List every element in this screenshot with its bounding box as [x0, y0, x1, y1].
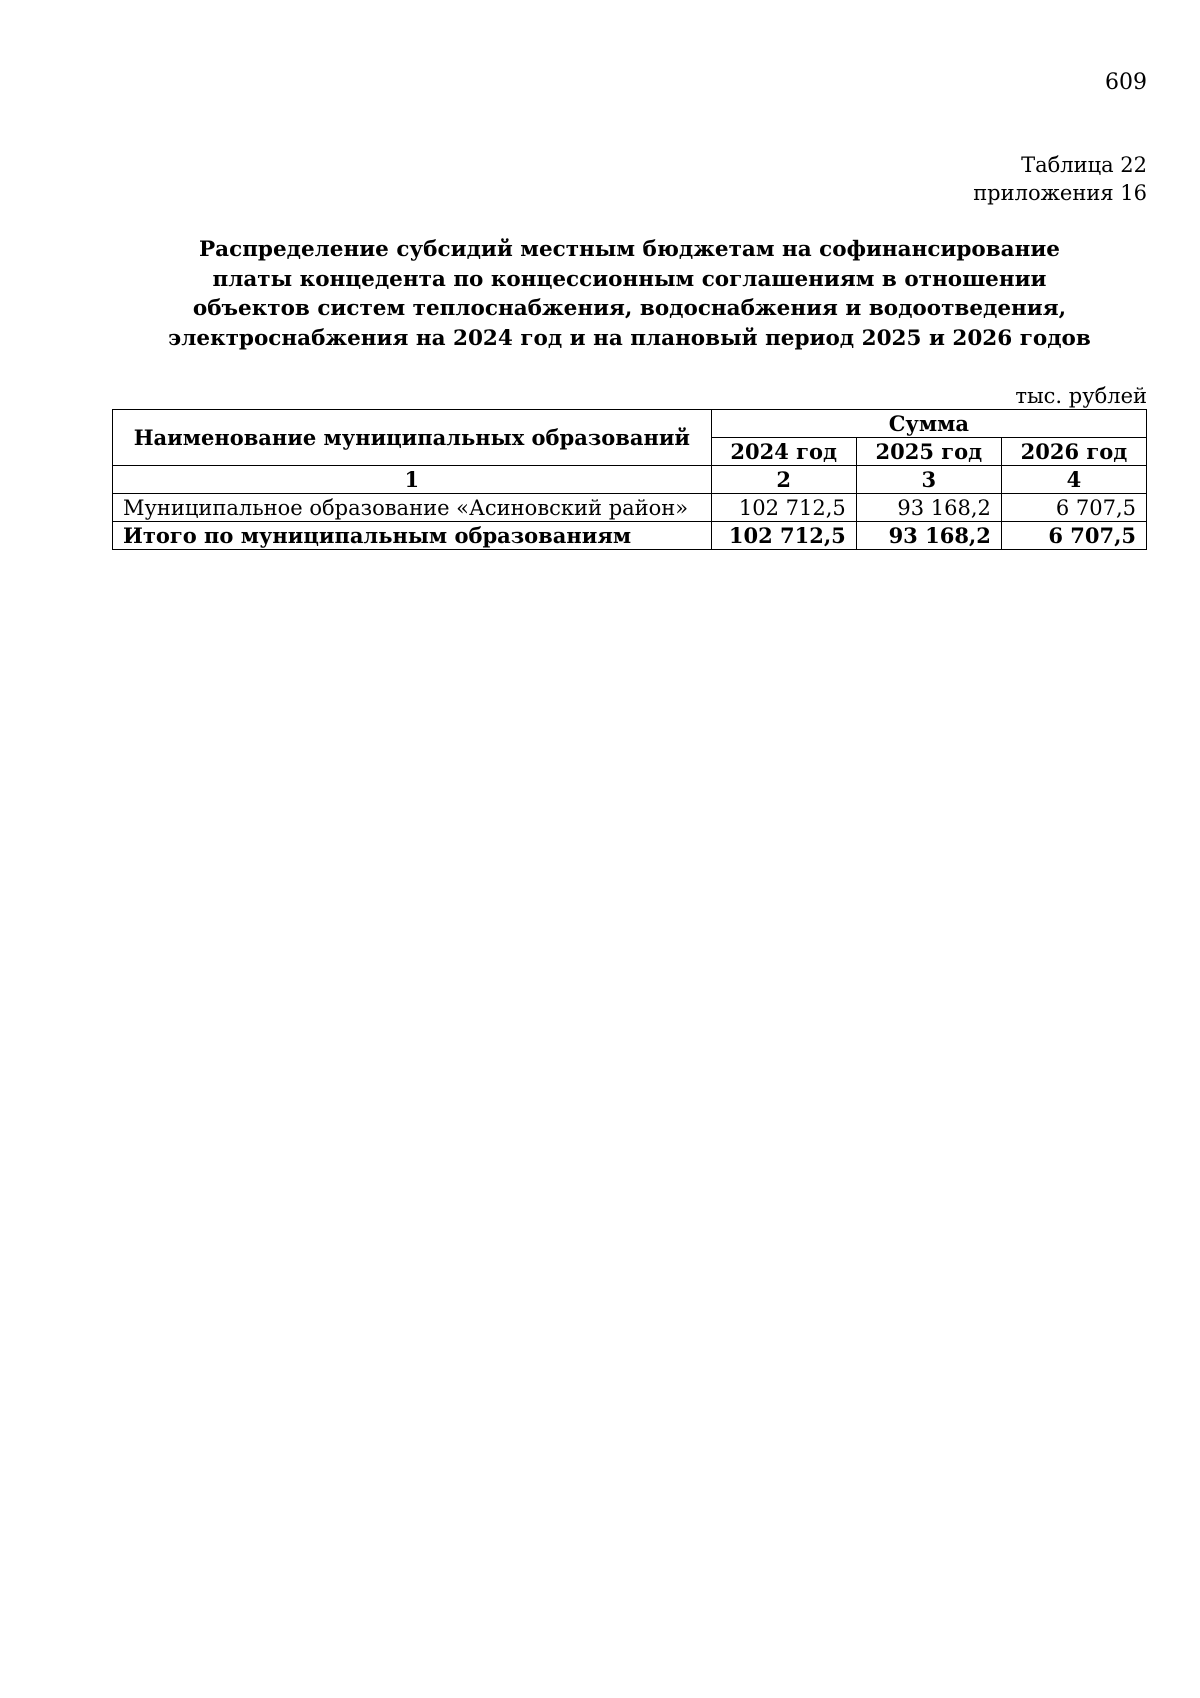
- total-label: Итого по муниципальным образованиям: [113, 522, 712, 550]
- table-reference-line: Таблица 22: [1021, 153, 1147, 177]
- title-line: платы концедента по концессионным соглашениям в отношении: [212, 266, 1047, 292]
- column-number: 1: [113, 466, 712, 494]
- header-year-2025: 2025 год: [856, 438, 1001, 466]
- title-line: электроснабжения на 2024 год и на плановый период 2025 и 2026 годов: [168, 325, 1091, 351]
- total-2026: 6 707,5: [1001, 522, 1146, 550]
- column-number: 3: [856, 466, 1001, 494]
- title-line: Распределение субсидий местным бюджетам на софинансирование: [199, 237, 1060, 262]
- header-year-2026: 2026 год: [1001, 438, 1146, 466]
- total-2025: 93 168,2: [856, 522, 1001, 550]
- municipality-name: Муниципальное образование «Асиновский район»: [113, 494, 712, 522]
- header-sum-group: Сумма: [711, 410, 1146, 438]
- title-line: объектов систем теплоснабжения, водоснабжения и водоотведения,: [192, 296, 1067, 321]
- column-number: 4: [1001, 466, 1146, 494]
- units-label: тыс. рублей: [1015, 384, 1147, 408]
- header-name-column: Наименование муниципальных образований: [113, 410, 712, 466]
- value-2025: 93 168,2: [856, 494, 1001, 522]
- column-numbers-row: [113, 466, 1147, 494]
- value-2026: 6 707,5: [1001, 494, 1146, 522]
- table-row: [113, 494, 1147, 522]
- page-number: 609: [1105, 70, 1147, 95]
- total-2024: 102 712,5: [711, 522, 856, 550]
- header-row: [113, 410, 1147, 438]
- column-number: 2: [711, 466, 856, 494]
- document-title: [112, 235, 1147, 353]
- total-row: [113, 522, 1147, 550]
- subsidy-table: [112, 409, 1147, 550]
- table-reference: [973, 151, 1147, 207]
- table-reference-line: приложения 16: [973, 181, 1147, 205]
- header-year-2024: 2024 год: [711, 438, 856, 466]
- value-2024: 102 712,5: [711, 494, 856, 522]
